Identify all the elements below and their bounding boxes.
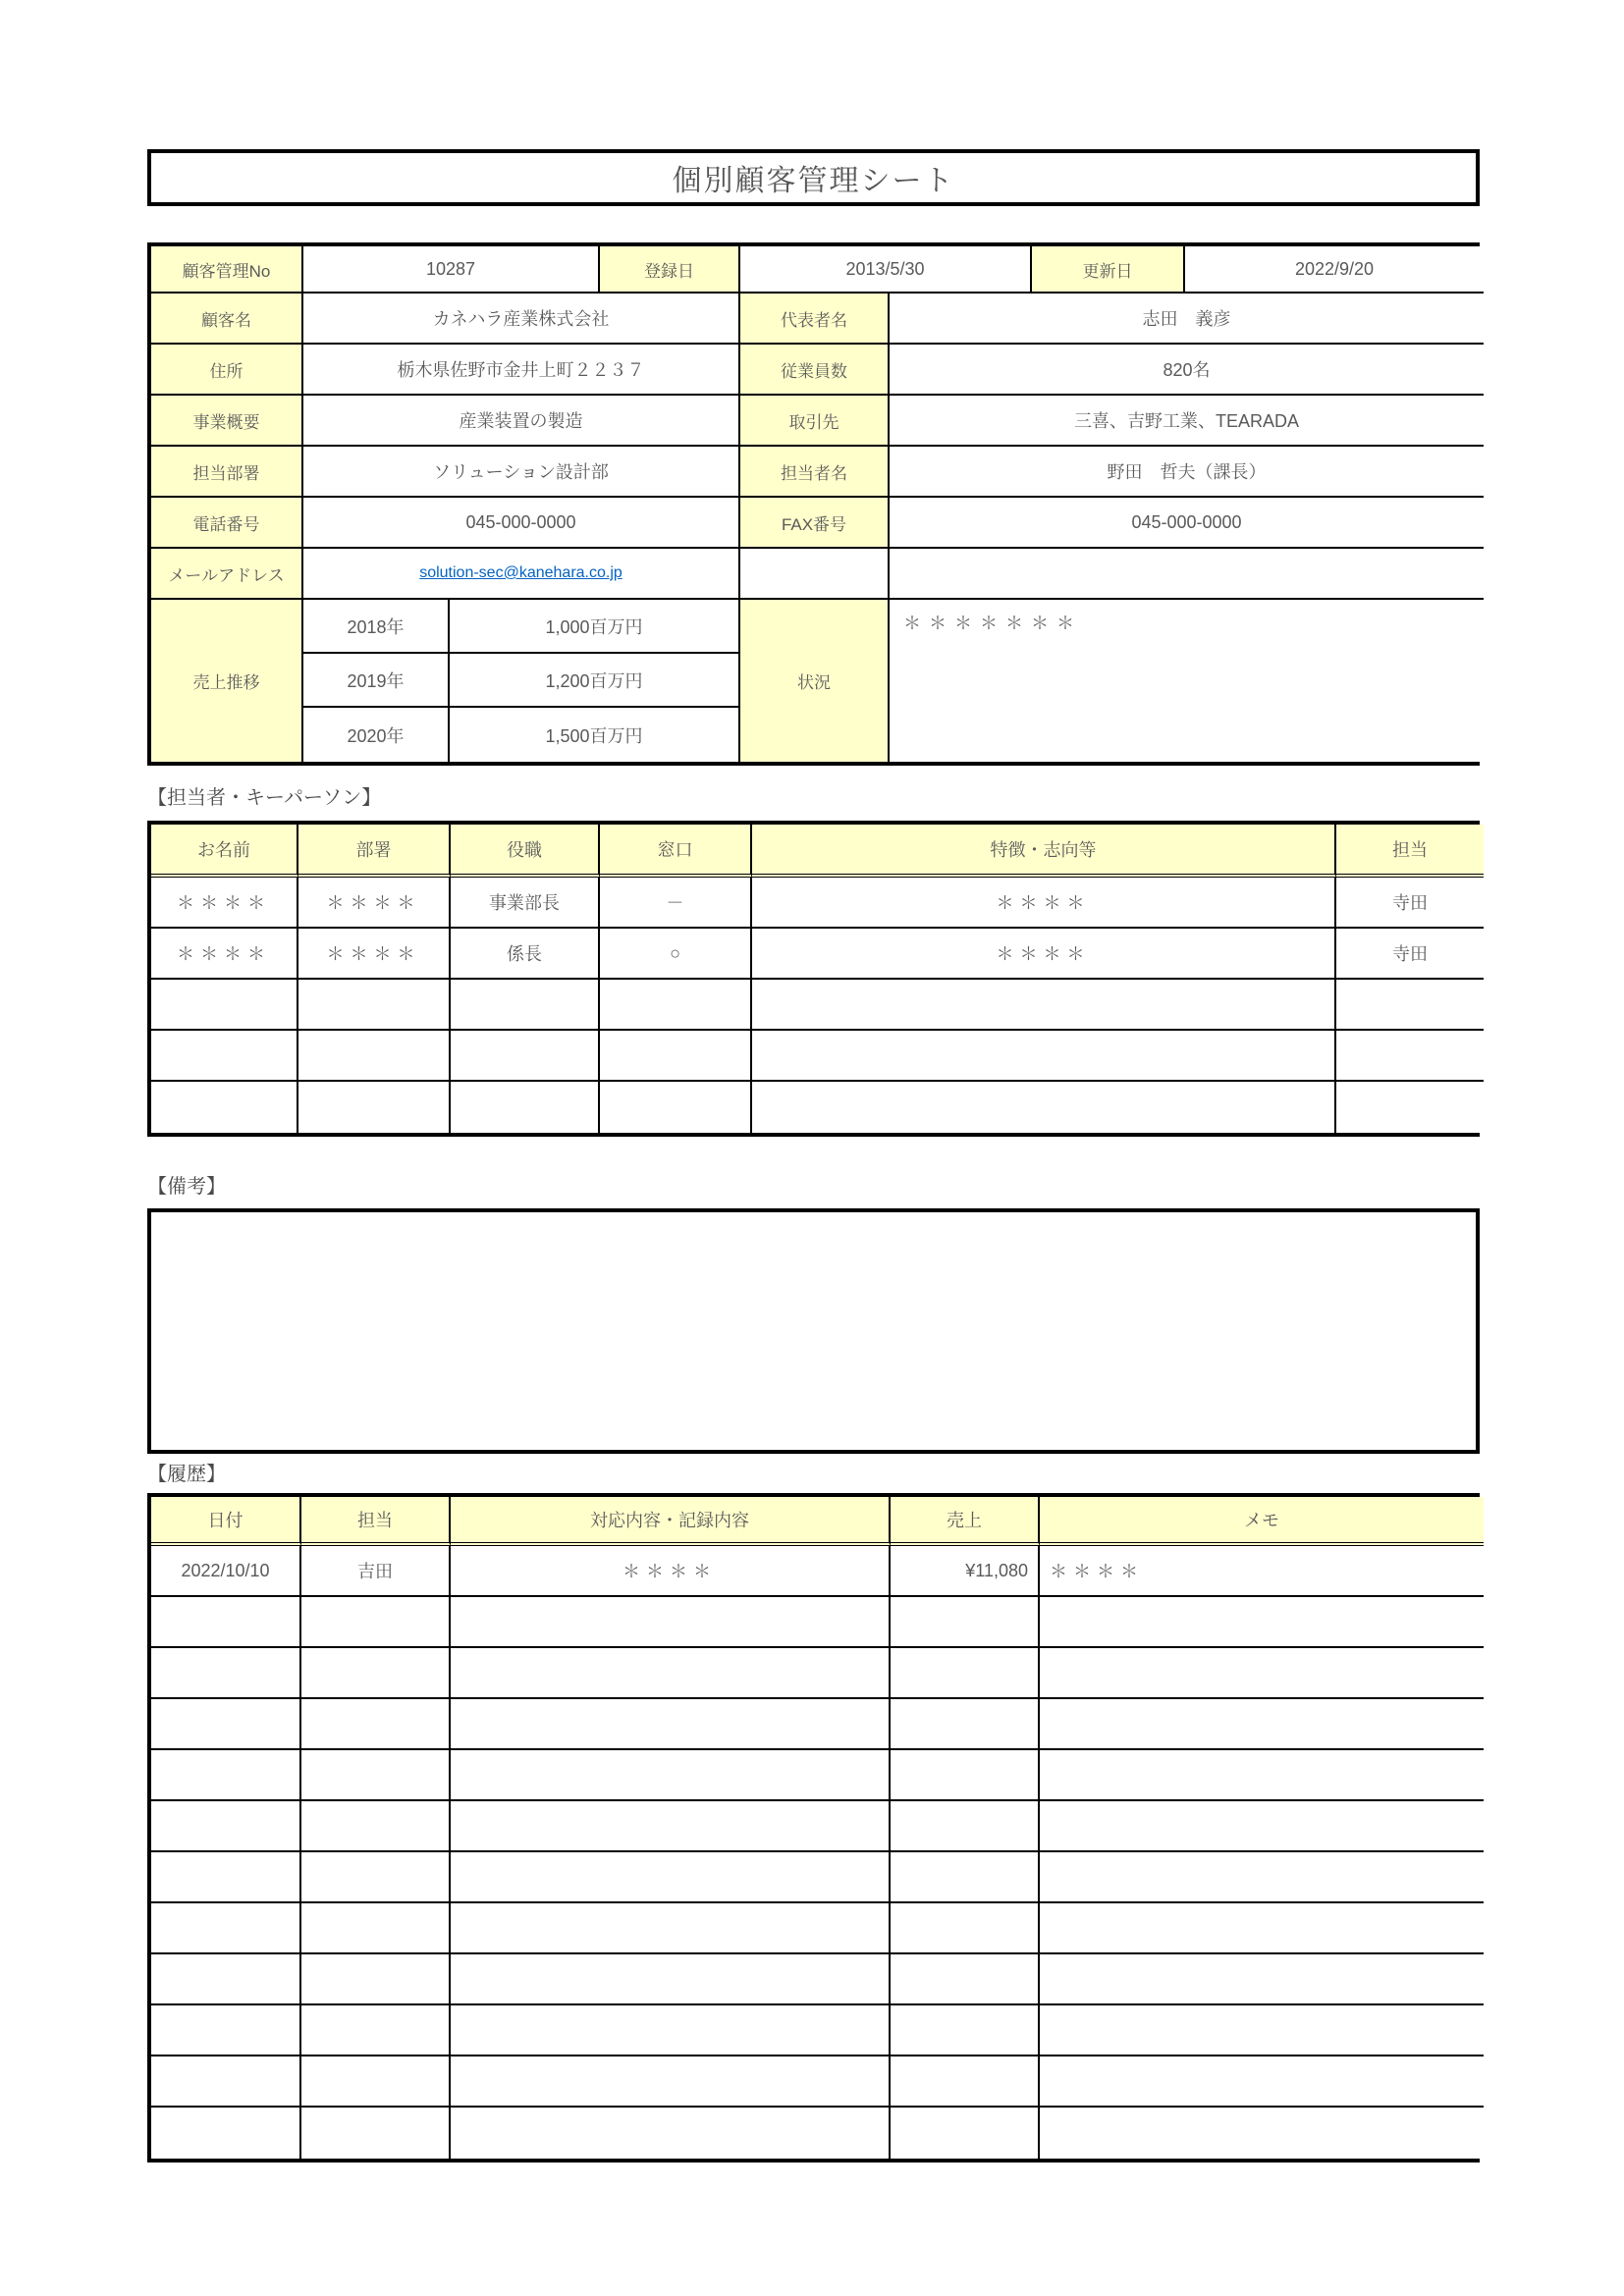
keyperson-header: 窓口 — [600, 825, 752, 878]
info-label: 電話番号 — [151, 498, 303, 549]
info-value: 045-000-0000 — [303, 498, 740, 549]
keyperson-section-title: 【担当者・キーパーソン】 — [147, 787, 382, 809]
history-cell — [1040, 1801, 1484, 1852]
email-label: メールアドレス — [151, 549, 303, 600]
history-cell — [301, 1852, 451, 1903]
history-cell — [891, 1597, 1040, 1648]
keyperson-cell: 寺田 — [1336, 929, 1484, 980]
sales-year: 2019年 — [303, 654, 450, 708]
history-cell — [151, 1597, 301, 1648]
history-cell — [151, 1903, 301, 1954]
info-label: 住所 — [151, 345, 303, 396]
history-cell: ¥11,080 — [891, 1546, 1040, 1597]
keyperson-cell — [151, 1082, 298, 1133]
sales-trend-label: 売上推移 — [151, 600, 303, 762]
history-cell — [151, 1750, 301, 1801]
history-cell — [301, 2108, 451, 2159]
info-value: 志田 義彦 — [890, 294, 1484, 345]
history-cell — [451, 1801, 891, 1852]
keyperson-cell — [298, 1082, 451, 1133]
keyperson-header: 部署 — [298, 825, 451, 878]
history-cell — [1040, 1852, 1484, 1903]
history-cell — [451, 1903, 891, 1954]
history-cell — [451, 1954, 891, 2005]
keyperson-header: お名前 — [151, 825, 298, 878]
remarks-box — [147, 1208, 1480, 1454]
keyperson-header: 特徴・志向等 — [752, 825, 1336, 878]
history-cell — [451, 2056, 891, 2108]
history-cell — [891, 1699, 1040, 1750]
history-cell — [451, 2108, 891, 2159]
history-cell — [151, 1954, 301, 2005]
keyperson-cell: 寺田 — [1336, 878, 1484, 929]
keyperson-cell — [1336, 1082, 1484, 1133]
remarks-section-title: 【備考】 — [147, 1176, 226, 1198]
info-value: 栃木県佐野市金井上町２２３７ — [303, 345, 740, 396]
info-label: 取引先 — [740, 396, 890, 447]
history-header: 日付 — [151, 1497, 301, 1546]
info-value: カネハラ産業株式会社 — [303, 294, 740, 345]
history-table — [147, 1493, 1480, 2163]
history-cell: ＊＊＊＊ — [1040, 1546, 1484, 1597]
history-cell: 2022/10/10 — [151, 1546, 301, 1597]
history-cell — [891, 1648, 1040, 1699]
history-cell — [891, 1750, 1040, 1801]
empty-cell — [890, 549, 1484, 600]
history-header: 担当 — [301, 1497, 451, 1546]
keyperson-cell: ＊＊＊＊ — [151, 929, 298, 980]
keyperson-cell — [752, 1031, 1336, 1082]
history-cell — [891, 2056, 1040, 2108]
keyperson-cell: ＊＊＊＊ — [298, 878, 451, 929]
history-cell — [1040, 2056, 1484, 2108]
history-cell — [151, 2108, 301, 2159]
history-cell — [301, 1903, 451, 1954]
email-cell — [303, 549, 740, 600]
history-section-title: 【履歴】 — [147, 1464, 226, 1485]
info-label: 担当部署 — [151, 447, 303, 498]
keyperson-cell — [451, 1031, 600, 1082]
history-cell — [301, 1801, 451, 1852]
keyperson-cell — [298, 980, 451, 1031]
info-label: 従業員数 — [740, 345, 890, 396]
keyperson-cell: － — [600, 878, 752, 929]
keyperson-cell — [600, 980, 752, 1031]
sales-year: 2020年 — [303, 708, 450, 762]
history-cell — [301, 1699, 451, 1750]
history-cell — [451, 2005, 891, 2056]
history-cell — [301, 1648, 451, 1699]
history-cell — [891, 1801, 1040, 1852]
keyperson-cell — [600, 1082, 752, 1133]
history-cell: ＊＊＊＊ — [451, 1546, 891, 1597]
customer-no-value: 10287 — [303, 246, 600, 294]
page-title: 個別顧客管理シート — [672, 165, 955, 197]
keyperson-header: 役職 — [451, 825, 600, 878]
history-cell — [151, 2005, 301, 2056]
registered-date-label: 登録日 — [600, 246, 740, 294]
history-cell: 吉田 — [301, 1546, 451, 1597]
history-cell — [151, 1648, 301, 1699]
history-cell — [891, 1954, 1040, 2005]
history-cell — [451, 1699, 891, 1750]
history-cell — [151, 1801, 301, 1852]
sheet-content — [147, 149, 1480, 2163]
history-cell — [1040, 2005, 1484, 2056]
info-value: 045-000-0000 — [890, 498, 1484, 549]
keyperson-cell — [1336, 980, 1484, 1031]
keyperson-cell: 係長 — [451, 929, 600, 980]
history-cell — [1040, 1648, 1484, 1699]
keyperson-cell — [752, 1082, 1336, 1133]
status-label: 状況 — [740, 600, 890, 762]
info-value: 三喜、吉野工業、TEARADA — [890, 396, 1484, 447]
history-cell — [891, 1903, 1040, 1954]
keyperson-cell — [151, 1031, 298, 1082]
sales-year: 2018年 — [303, 600, 450, 654]
keyperson-cell: ＊＊＊＊ — [151, 878, 298, 929]
sheet-title-bar — [147, 149, 1480, 206]
status-value: ＊＊＊＊＊＊＊ — [890, 600, 1484, 762]
registered-date-value: 2013/5/30 — [740, 246, 1032, 294]
updated-date-label: 更新日 — [1032, 246, 1185, 294]
history-cell — [451, 1648, 891, 1699]
keyperson-cell — [451, 980, 600, 1031]
keyperson-cell: 事業部長 — [451, 878, 600, 929]
history-cell — [891, 2108, 1040, 2159]
keyperson-cell — [1336, 1031, 1484, 1082]
keyperson-table — [147, 821, 1480, 1137]
history-cell — [301, 2056, 451, 2108]
email-link[interactable]: solution-sec@kanehara.co.jp — [419, 564, 623, 581]
sales-amount: 1,000百万円 — [450, 600, 740, 654]
info-label: 事業概要 — [151, 396, 303, 447]
keyperson-cell — [752, 980, 1336, 1031]
history-cell — [151, 1852, 301, 1903]
history-cell — [1040, 1750, 1484, 1801]
empty-cell — [740, 549, 890, 600]
keyperson-cell: ＊＊＊＊ — [298, 929, 451, 980]
history-cell — [301, 1954, 451, 2005]
history-header: 売上 — [891, 1497, 1040, 1546]
history-cell — [1040, 1597, 1484, 1648]
sales-amount: 1,500百万円 — [450, 708, 740, 762]
history-cell — [301, 1750, 451, 1801]
sales-amount: 1,200百万円 — [450, 654, 740, 708]
updated-date-value: 2022/9/20 — [1185, 246, 1484, 294]
history-cell — [451, 1750, 891, 1801]
keyperson-cell — [151, 980, 298, 1031]
keyperson-cell — [600, 1031, 752, 1082]
info-value: ソリューション設計部 — [303, 447, 740, 498]
info-label: FAX番号 — [740, 498, 890, 549]
history-cell — [451, 1597, 891, 1648]
keyperson-cell: ＊＊＊＊ — [752, 929, 1336, 980]
keyperson-cell — [451, 1082, 600, 1133]
history-header: 対応内容・記録内容 — [451, 1497, 891, 1546]
info-value: 産業装置の製造 — [303, 396, 740, 447]
history-cell — [151, 2056, 301, 2108]
history-cell — [1040, 1954, 1484, 2005]
history-cell — [1040, 1903, 1484, 1954]
history-cell — [1040, 1699, 1484, 1750]
keyperson-cell: ○ — [600, 929, 752, 980]
customer-info-table — [147, 242, 1480, 766]
history-cell — [301, 1597, 451, 1648]
history-cell — [301, 2005, 451, 2056]
keyperson-cell — [298, 1031, 451, 1082]
history-cell — [891, 2005, 1040, 2056]
history-cell — [891, 1852, 1040, 1903]
history-cell — [151, 1699, 301, 1750]
info-value: 820名 — [890, 345, 1484, 396]
info-label: 顧客名 — [151, 294, 303, 345]
keyperson-cell: ＊＊＊＊ — [752, 878, 1336, 929]
history-header: メモ — [1040, 1497, 1484, 1546]
customer-no-label: 顧客管理No — [151, 246, 303, 294]
history-cell — [451, 1852, 891, 1903]
history-cell — [1040, 2108, 1484, 2159]
info-label: 担当者名 — [740, 447, 890, 498]
keyperson-header: 担当 — [1336, 825, 1484, 878]
info-value: 野田 哲夫（課長） — [890, 447, 1484, 498]
info-label: 代表者名 — [740, 294, 890, 345]
